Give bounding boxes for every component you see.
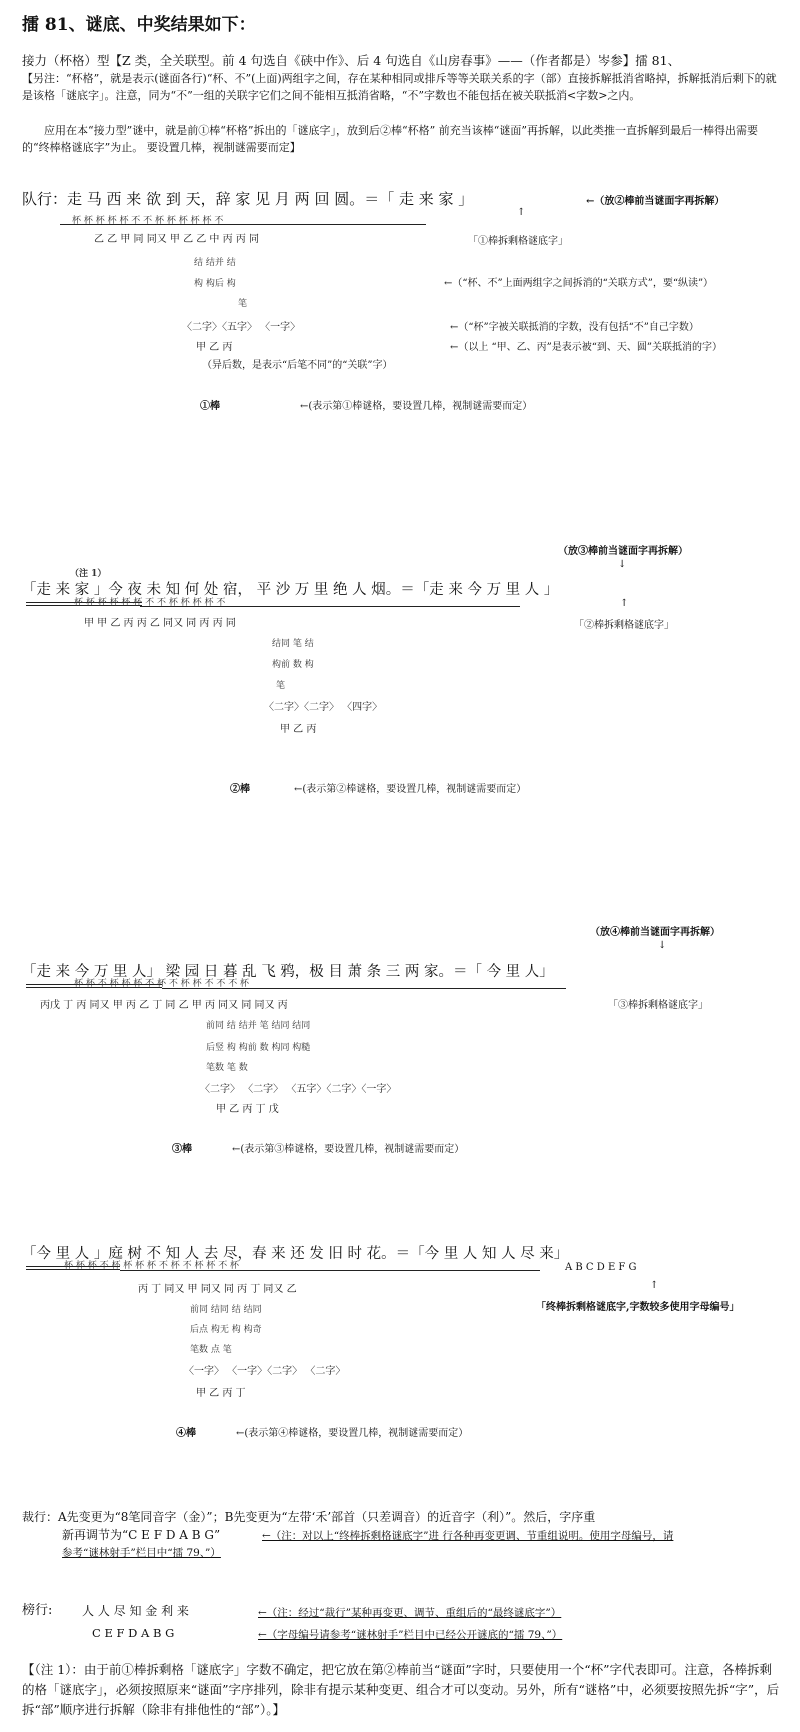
rod2-abc-row: 甲 甲 乙 丙 丙 乙 同又 同 丙 丙 同 <box>84 618 236 629</box>
rod4-row4: 后点 构无 构 构奇 <box>190 1325 262 1335</box>
intro-note: 【另注：“杯格”，就是表示(谜面各行)“杯、不”(上面)两组字之间，存在某种相同或排斥等等关联关系的字（部）直接拆解抵消省略掉，拆解抵消后剩下的就是该格「谜底字」。注意，同为“不”一组的关联字它们之间不能相互抵消省略，“不”字数也不能包括在被关联抵消<字数>之内。 <box>22 72 777 102</box>
rod1-face-note: ←（放②棒前当谜面字再拆解） <box>586 196 725 207</box>
footnote-ref: （注 1） <box>70 569 107 579</box>
rod1-note2: ←（“杯”字被关联抵消的字数，没有包括“不”自己字数） <box>450 322 699 333</box>
rod3-label: ③棒 <box>172 1144 192 1155</box>
bang-chars: 人 人 尽 知 金 利 来 <box>82 1604 189 1618</box>
rod2-tag: 「②棒拆剩格谜底字」 <box>574 620 674 631</box>
rod1-row6: 〈二字〉〈五字〉 〈一字〉 <box>182 322 301 333</box>
rod3-row6: 〈二字〉 〈二字〉 〈五字〉〈二字〉〈一字〉 <box>200 1084 397 1095</box>
rod3-row4: 后竖 构 构前 数 构同 构糙 <box>206 1043 311 1053</box>
rod4-abc-row: 丙 丁 同又 甲 同又 同 丙 丁 同又 乙 <box>138 1284 297 1295</box>
rod2-marks: 杯 杯 杯 杯 杯 杯 不 不 杯 杯 杯 杯 不 <box>74 598 226 608</box>
rod3-top-note: （放④棒前当谜面字再拆解） <box>590 927 720 938</box>
rod1-abc-row: 乙 乙 甲 同 同又 甲 乙 乙 中 丙 丙 同 <box>94 234 259 245</box>
rod1-row5: 笔 <box>238 299 248 309</box>
arrow-up-icon: ↑ <box>650 1280 659 1291</box>
rod4-label: ④棒 <box>176 1428 196 1439</box>
arrow-down-icon: ↓ <box>618 559 627 570</box>
rod4-face: 「今 里 人 」庭 树 不 知 人 去 尽，春 来 还 发 旧 时 花。＝「今 里 人 知 人 尽 来」 <box>22 1246 569 1262</box>
rod4-label-note: ←(表示第④棒谜格，要设置几棒，视制谜需要而定） <box>236 1428 469 1439</box>
rod1-label: ①棒 <box>200 401 220 412</box>
rod2-row7: 甲 乙 丙 <box>280 724 317 735</box>
rod4-row7: 甲 乙 丙 丁 <box>196 1388 246 1399</box>
rod1-note1: ←（“杯、不”上面两组字之间拆消的“关联方式”，要“纵读”） <box>444 278 714 289</box>
rod1-row4: 构 构后 构 <box>194 279 236 289</box>
bang-note-2: ←（字母编号请参考“谜林射手”栏目中已经公开谜底的“擂 79、”） <box>258 1629 563 1641</box>
rod1-label-note: ←(表示第①棒谜格，要设置几棒，视制谜需要而定） <box>300 401 533 412</box>
rod3-face: 「走 来 今 万 里 人」 梁 园 日 暮 乱 飞 鸦，极 目 萧 条 三 两 家。＝「 今 里 人」 <box>22 964 554 980</box>
rod4-row3: 前同 结同 结 结同 <box>190 1305 262 1315</box>
rod1-note3: ←（以上 “甲、乙、丙”是表示被“到、天、圆”关联抵消的字） <box>450 342 723 353</box>
rod2-label-note: ←(表示第②棒谜格，要设置几棒，视制谜需要而定） <box>294 784 527 795</box>
cut-line-2: 新再调节为“C E F D A B G” <box>62 1528 221 1542</box>
rod3-label-note: ←(表示第③棒谜格，要设置几棒，视制谜需要而定） <box>232 1144 465 1155</box>
rod2-row5: 笔 <box>276 681 286 691</box>
rod1-row3: 结 结并 结 <box>194 258 236 268</box>
rod2-face: 「走 来 家 」今 夜 未 知 何 处 宿， 平 沙 万 里 绝 人 烟。＝「走 来 今 万 里 人 」 <box>22 582 559 598</box>
rod2-row6: 〈二字〉〈二字〉 〈四字〉 <box>264 702 383 713</box>
footnote: 【（注 1）：由于前①棒拆剩格「谜底字」字数不确定，把它放在第②棒前当“谜面”字时，只要使用一个“杯”字代表即可。注意，各棒拆剩的格「谜底字」，必须按照原来“谜面”字序排列，除非有提示某种变更、组合才可以变动。另外，所有“谜格”中，必须要按照先拆“字”，后拆“部”顺序进行拆解（除非有排他性的“部”）。】 <box>22 1662 780 1717</box>
arrow-up-icon: ↑ <box>517 207 526 218</box>
intro-application: 应用在本“接力型”谜中，就是前①棒“杯格”拆出的「谜底字」，放到后②棒“杯格” 前充当该棒“谜面”再拆解，以此类推一直拆解到最后一棒得出需要的“终棒格谜底字”为止。 要设置几棒，视制谜需要而定】 <box>22 124 758 154</box>
rod4-marks: 杯 杯 杯 不 杯 杯 杯 杯 不 杯 不 杯 杯 不 杯 <box>64 1261 240 1271</box>
cut-line-3: 参考“谜林射手”栏目中“擂 79、”） <box>62 1547 221 1559</box>
cut-line-1: 裁行：A先变更为“8笔同音字（金）”；B先变更为“左带‘禾’部首（只差调音）的近音字（利）”。然后，字序重 <box>22 1510 596 1524</box>
rod2-row3: 结同 笔 结 <box>272 639 314 649</box>
cut-line-2-note: ←（注：对以上“终棒拆剩格谜底字”进 行各种再变更调、节重组说明。使用字母编号，请 <box>262 1530 674 1542</box>
rod4-row5: 笔数 点 笔 <box>190 1345 232 1355</box>
arrow-down-icon: ↓ <box>658 940 667 951</box>
rod1-marks: 杯 杯 杯 杯 杯 不 不 杯 杯 杯 杯 杯 不 <box>72 216 224 226</box>
rod2-label: ②棒 <box>230 784 250 795</box>
page-title: 擂 81、谜底、中奖结果如下： <box>22 15 256 35</box>
intro-line: 接力（杯格）型【Z 类，全关联型。前 4 句选自《硖中作》、后 4 句选自《山房春事》——（作者都是）岑参】擂 81、 <box>22 53 681 68</box>
bang-note-1: ←（注：经过“裁行”某种再变更、调节、重组后的“最终谜底字”） <box>258 1607 562 1619</box>
rod4-tag: 「终棒拆剩格谜底字,字数较多使用字母编号」 <box>536 1302 740 1313</box>
rod3-abc-row: 丙戊 丁 丙 同又 甲 丙 乙 丁 同 乙 甲 丙 同又 同 同又 丙 <box>40 1000 288 1011</box>
rod4-row6: 〈一字〉 〈一字〉〈二字〉 〈二字〉 <box>184 1366 346 1377</box>
rod1-row7: 甲 乙 丙 <box>196 342 233 353</box>
rod1-face: 队行：走 马 西 来 欲 到 天，辞 家 见 月 两 回 圆。＝「 走 来 家 」 <box>22 190 474 208</box>
rod3-marks: 杯 杯 不 杯 杯 杯 不 杯 不 杯 杯 不 不 不 杯 <box>74 979 250 989</box>
rod3-row5: 笔数 笔 数 <box>206 1063 248 1073</box>
rod2-row4: 构前 数 构 <box>272 660 314 670</box>
bang-letters: C E F D A B G <box>92 1626 175 1640</box>
arrow-up-icon: ↑ <box>620 598 629 609</box>
bang-label: 榜行: <box>22 1603 53 1618</box>
rod3-tag: 「③棒拆剩格谜底字」 <box>608 1000 708 1011</box>
rod3-row3: 前同 结 结并 笔 结同 结同 <box>206 1021 311 1031</box>
rod1-tag: 「①棒拆剩格谜底字」 <box>468 236 568 247</box>
rod2-top-note: （放③棒前当谜面字再拆解） <box>558 546 688 557</box>
rod3-row7: 甲 乙 丙 丁 戊 <box>216 1104 279 1115</box>
rod4-letters: A B C D E F G <box>565 1262 637 1273</box>
rod1-note4: （异后数，是表示“后笔不同”的“关联”字） <box>202 360 393 371</box>
